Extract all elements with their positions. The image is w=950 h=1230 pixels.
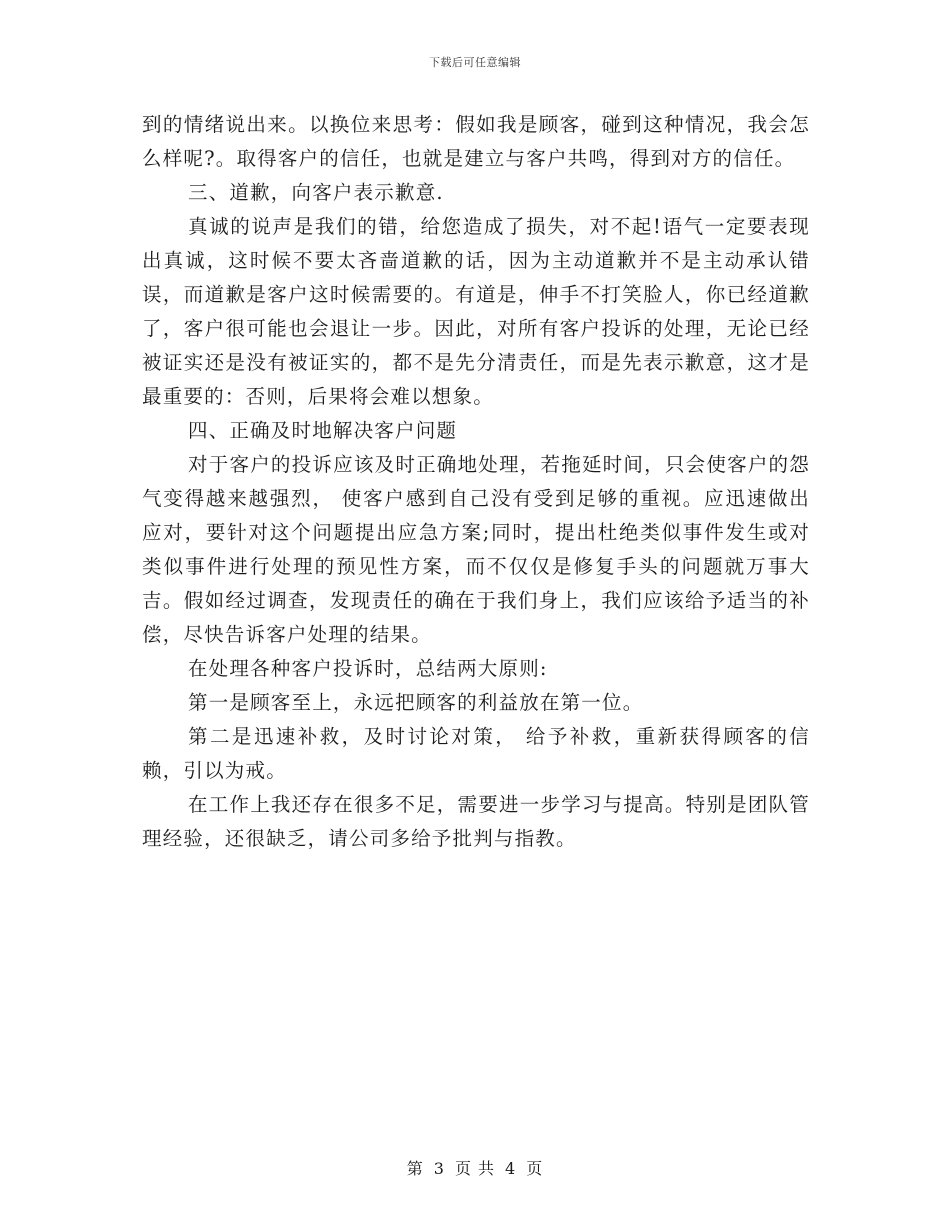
- paragraph-resolve: 对于客户的投诉应该及时正确地处理，若拖延时间，只会使客户的怨气变得越来越强烈， 使客户感到自己没有受到足够的重视。应迅速做出应对，要针对这个问题提出应急方案;同时，提出杜绝类似事件发生或对类似事件进行处理的预见性方案，而不仅仅是修复手头的问题就万事大吉。假如经过调查，发现责任的确在于我们身上，我们应该给予适当的补偿，尽快告诉客户处理的结果。: [142, 453, 810, 646]
- paragraph-principles-intro: 在处理各种客户投诉时，总结两大原则:: [188, 657, 548, 680]
- paragraph-1: 到的情绪说出来。以换位来思考：假如我是顾客，碰到这种情况，我会怎么样呢?。取得客户的信任，也就是建立与客户共鸣，得到对方的信任。: [142, 113, 810, 170]
- paragraph-principle-two: 第二是迅速补救，及时讨论对策， 给予补救，重新获得顾客的信赖，引以为戒。: [142, 725, 810, 782]
- paragraph-principle-one: 第一是顾客至上，永远把顾客的利益放在第一位。: [188, 691, 644, 714]
- section-heading-apology: 三、道歉，向客户表示歉意.: [188, 181, 444, 204]
- paragraph-closing: 在工作上我还存在很多不足，需要进一步学习与提高。特别是团队管理经验，还很缺乏，请公司多给予批判与指教。: [142, 793, 810, 850]
- page-number-current: 3: [433, 1159, 445, 1178]
- document-body: [142, 108, 810, 856]
- page-number-middle: 页 共: [454, 1159, 496, 1178]
- page-header: 下载后可任意编辑: [429, 56, 521, 69]
- page-number-total: 4: [505, 1159, 517, 1178]
- page-number-suffix: 页: [526, 1159, 544, 1178]
- page-number: [0, 1156, 950, 1179]
- page-number-prefix: 第: [406, 1159, 424, 1178]
- paragraph-apology: 真诚的说声是我们的错，给您造成了损失，对不起!语气一定要表现出真诚，这时候不要太吝啬道歉的话，因为主动道歉并不是主动承认错误，而道歉是客户这时候需要的。有道是，伸手不打笑脸人，你已经道歉了，客户很可能也会退让一步。因此，对所有客户投诉的处理，无论已经被证实还是没有被证实的，都不是先分清责任，而是先表示歉意，这才是最重要的：否则，后果将会难以想象。: [142, 215, 810, 408]
- section-heading-resolve: 四、正确及时地解决客户问题: [188, 419, 458, 442]
